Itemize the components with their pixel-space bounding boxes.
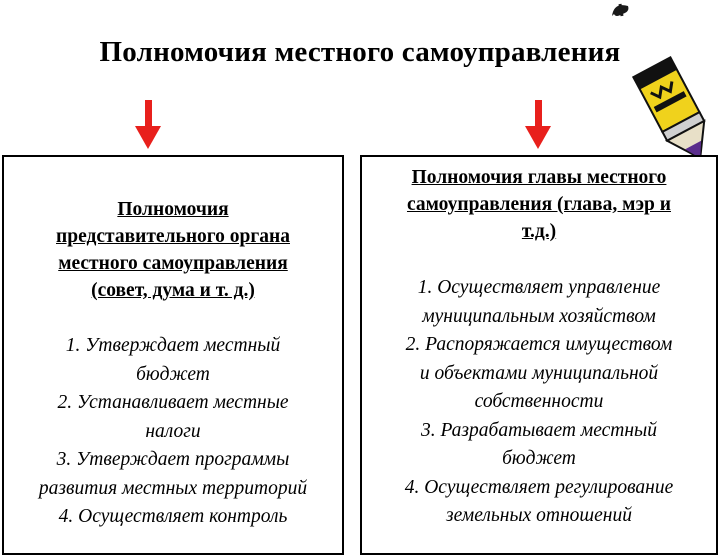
heading-line: Полномочия [117, 199, 229, 220]
list-item: 4. Осуществляет регулирование [404, 476, 674, 498]
list-item: 1. Утверждает местный [65, 335, 281, 356]
head-of-government-powers-list [362, 274, 716, 531]
list-item: собственности [474, 391, 604, 412]
heading-line: местного самоуправления [58, 253, 288, 274]
representative-body-heading [4, 196, 342, 304]
arrow-down-left [133, 100, 163, 150]
page-title: Полномочия местного самоуправления [99, 36, 621, 68]
heading-line: представительного органа [56, 226, 290, 247]
heading-line: т.д.) [521, 221, 557, 242]
head-of-government-box [360, 155, 718, 555]
list-item: 3. Разрабатывает местный [420, 419, 658, 441]
head-of-government-heading [362, 164, 716, 245]
list-item: 1. Осуществляет управление [417, 277, 661, 298]
pen-icon [600, 0, 720, 170]
list-item: бюджет [136, 363, 210, 385]
heading-line: (совет, дума и т. д.) [91, 280, 255, 301]
list-item: развития местных территорий [38, 477, 308, 499]
heading-line: Полномочия главы местного [411, 167, 667, 188]
list-item: 2. Распоряжается имуществом [405, 334, 673, 355]
list-item: 4. Осуществляет контроль [58, 506, 288, 527]
list-item: 2. Устанавливает местные [57, 392, 289, 413]
list-item: муниципальным хозяйством [422, 305, 656, 327]
representative-body-powers-list [4, 332, 342, 532]
list-item: налоги [145, 420, 201, 442]
list-item: бюджет [502, 448, 576, 469]
list-item: и объектами муниципальной [419, 362, 659, 384]
heading-line: самоуправления (глава, мэр и [406, 194, 671, 215]
list-item: 3. Утверждает программы [56, 449, 290, 470]
arrow-down-right [523, 100, 553, 150]
list-item: земельных отношений [446, 505, 632, 526]
representative-body-box [2, 155, 344, 555]
